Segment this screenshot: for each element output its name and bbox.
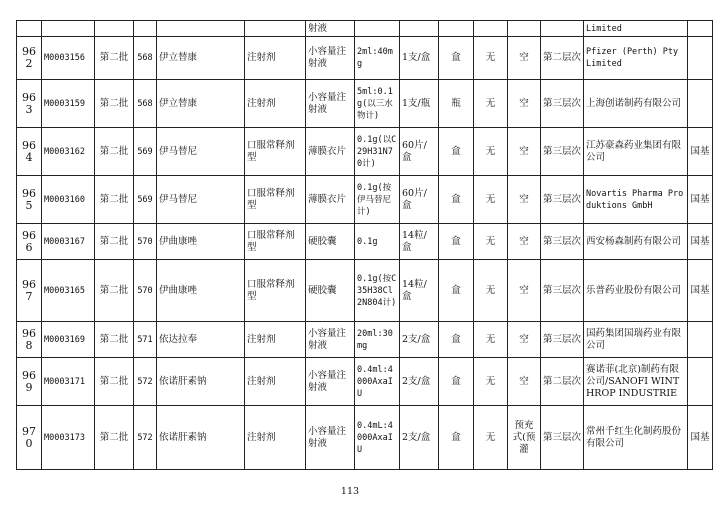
cell-manufacturer: 常州千红生化制药股份有限公司 xyxy=(584,406,688,470)
cell-dosage-type: 口服常释剂型 xyxy=(245,260,306,322)
cell-form: 小容量注射液 xyxy=(306,80,355,128)
cell-drug-name: 伊曲康唑 xyxy=(157,260,245,322)
cell-batch: 第二批 xyxy=(95,322,134,358)
cell-unit: 盒 xyxy=(439,358,474,406)
cell-batch: 第二批 xyxy=(95,260,134,322)
cell-batch: 第二批 xyxy=(95,358,134,406)
table-row xyxy=(17,358,713,406)
cell-no: 967 xyxy=(17,260,42,322)
cell-seq: 572 xyxy=(134,406,157,470)
cell-form: 射液 xyxy=(306,21,355,37)
cell-note: 空 xyxy=(508,37,541,80)
cell-package: 14粒/盒 xyxy=(400,260,439,322)
cell-note: 空 xyxy=(508,224,541,260)
cell-reference: 无 xyxy=(474,322,508,358)
cell-code: M0003165 xyxy=(42,260,95,322)
cell-form: 小容量注射液 xyxy=(306,406,355,470)
cell-manufacturer: 国药集团国瑞药业有限公司 xyxy=(584,322,688,358)
cell-level: 第三层次 xyxy=(541,406,584,470)
cell-spec: 5ml:0.1g(以三水物计) xyxy=(355,80,400,128)
cell-dosage-type: 注射剂 xyxy=(245,37,306,80)
cell-reference: 无 xyxy=(474,406,508,470)
cell-unit: 盒 xyxy=(439,224,474,260)
cell-drug-name: 伊立替康 xyxy=(157,37,245,80)
cell-code: M0003173 xyxy=(42,406,95,470)
cell-note: 空 xyxy=(508,176,541,224)
cell-no: 964 xyxy=(17,128,42,176)
cell-unit: 盒 xyxy=(439,176,474,224)
table-row xyxy=(17,80,713,128)
cell-reference: 无 xyxy=(474,128,508,176)
cell-drug-name: 依达拉奉 xyxy=(157,322,245,358)
cell-code: M0003169 xyxy=(42,322,95,358)
cell-no: 963 xyxy=(17,80,42,128)
cell-unit: 盒 xyxy=(439,322,474,358)
cell-unit: 盒 xyxy=(439,406,474,470)
cell-spec: 2ml:40mg xyxy=(355,37,400,80)
cell-code: M0003156 xyxy=(42,37,95,80)
table-row xyxy=(17,128,713,176)
cell-note: 空 xyxy=(508,260,541,322)
table-row xyxy=(17,406,713,470)
cell-package: 14粒/盒 xyxy=(400,224,439,260)
cell-dosage-type: 注射剂 xyxy=(245,406,306,470)
cell-seq: 568 xyxy=(134,37,157,80)
cell-form: 小容量注射液 xyxy=(306,358,355,406)
cell-reference: 无 xyxy=(474,358,508,406)
cell-drug-name: 依诺肝素钠 xyxy=(157,406,245,470)
table-row xyxy=(17,37,713,80)
cell-remark xyxy=(688,37,713,80)
cell-level: 第三层次 xyxy=(541,260,584,322)
cell-package: 2支/盒 xyxy=(400,358,439,406)
table-row xyxy=(17,176,713,224)
cell-package: 60片/盒 xyxy=(400,176,439,224)
drug-catalog-table-container xyxy=(16,20,710,470)
cell-package: 1支/盒 xyxy=(400,37,439,80)
cell-remark: 国基 xyxy=(688,224,713,260)
cell-spec: 0.1g xyxy=(355,224,400,260)
cell-package: 2支/盒 xyxy=(400,406,439,470)
cell-remark: 国基 xyxy=(688,176,713,224)
cell-level: 第三层次 xyxy=(541,128,584,176)
cell-package: 2支/盒 xyxy=(400,322,439,358)
cell-remark: 国基 xyxy=(688,260,713,322)
cell-seq: 571 xyxy=(134,322,157,358)
cell-dosage-type: 注射剂 xyxy=(245,322,306,358)
cell-drug-name: 伊马替尼 xyxy=(157,176,245,224)
cell-unit: 盒 xyxy=(439,260,474,322)
cell-note: 空 xyxy=(508,80,541,128)
cell-dosage-type: 注射剂 xyxy=(245,80,306,128)
cell-no: 970 xyxy=(17,406,42,470)
cell-reference: 无 xyxy=(474,224,508,260)
cell-level: 第三层次 xyxy=(541,176,584,224)
page-number: 113 xyxy=(340,486,360,497)
drug-catalog-table xyxy=(16,20,713,470)
cell-spec: 0.1g(以C29H31N70计) xyxy=(355,128,400,176)
cell-no: 968 xyxy=(17,322,42,358)
cell-level: 第二层次 xyxy=(541,358,584,406)
cell-note: 空 xyxy=(508,358,541,406)
cell-remark xyxy=(688,80,713,128)
cell-seq: 569 xyxy=(134,176,157,224)
cell-note: 预充式(预灌 xyxy=(508,406,541,470)
cell-remark: 国基 xyxy=(688,406,713,470)
cell-remark xyxy=(688,322,713,358)
cell-seq: 570 xyxy=(134,260,157,322)
cell-note: 空 xyxy=(508,322,541,358)
cell-form: 薄膜衣片 xyxy=(306,176,355,224)
cell-manufacturer: 乐普药业股份有限公司 xyxy=(584,260,688,322)
cell-no: 962 xyxy=(17,37,42,80)
cell-batch: 第二批 xyxy=(95,224,134,260)
cell-spec: 0.4mL:4000AxaIU xyxy=(355,406,400,470)
cell-code: M0003171 xyxy=(42,358,95,406)
table-row xyxy=(17,260,713,322)
cell-reference: 无 xyxy=(474,176,508,224)
cell-code: M0003162 xyxy=(42,128,95,176)
cell-form: 小容量注射液 xyxy=(306,322,355,358)
cell-batch: 第二批 xyxy=(95,406,134,470)
cell-batch: 第二批 xyxy=(95,128,134,176)
cell-manufacturer: Novartis Pharma Produktions GmbH xyxy=(584,176,688,224)
cell-dosage-type: 口服常释剂型 xyxy=(245,224,306,260)
cell-no: 965 xyxy=(17,176,42,224)
cell-level: 第三层次 xyxy=(541,80,584,128)
cell-seq: 570 xyxy=(134,224,157,260)
cell-spec: 0.1g(按C35H38Cl2N804计) xyxy=(355,260,400,322)
cell-form: 硬胶囊 xyxy=(306,224,355,260)
cell-level: 第三层次 xyxy=(541,322,584,358)
cell-manufacturer: Limited xyxy=(584,21,688,37)
cell-package: 60片/盒 xyxy=(400,128,439,176)
cell-package: 1支/瓶 xyxy=(400,80,439,128)
cell-dosage-type: 注射剂 xyxy=(245,358,306,406)
cell-code: M0003160 xyxy=(42,176,95,224)
cell-drug-name: 伊马替尼 xyxy=(157,128,245,176)
cell-seq: 568 xyxy=(134,80,157,128)
cell-reference: 无 xyxy=(474,260,508,322)
cell-form: 小容量注射液 xyxy=(306,37,355,80)
cell-code: M0003159 xyxy=(42,80,95,128)
cell-unit: 盒 xyxy=(439,37,474,80)
cell-no: 969 xyxy=(17,358,42,406)
cell-manufacturer: 西安杨森制药有限公司 xyxy=(584,224,688,260)
cell-no: 966 xyxy=(17,224,42,260)
cell-drug-name: 依诺肝素钠 xyxy=(157,358,245,406)
cell-manufacturer: Pfizer (Perth) Pty Limited xyxy=(584,37,688,80)
cell-spec: 0.1g(按伊马替尼计) xyxy=(355,176,400,224)
cell-manufacturer: 赛诺菲(北京)制药有限公司/SANOFI WINTHROP INDUSTRIE xyxy=(584,358,688,406)
cell-unit: 瓶 xyxy=(439,80,474,128)
cell-drug-name: 伊立替康 xyxy=(157,80,245,128)
cell-level: 第二层次 xyxy=(541,37,584,80)
cell-form: 薄膜衣片 xyxy=(306,128,355,176)
cell-manufacturer: 江苏豪森药业集团有限公司 xyxy=(584,128,688,176)
cell-seq: 572 xyxy=(134,358,157,406)
cell-spec: 20ml:30mg xyxy=(355,322,400,358)
cell-batch: 第二批 xyxy=(95,37,134,80)
cell-spec: 0.4ml:4000AxaIU xyxy=(355,358,400,406)
cell-remark: 国基 xyxy=(688,128,713,176)
cell-batch: 第二批 xyxy=(95,176,134,224)
cell-form: 硬胶囊 xyxy=(306,260,355,322)
cell-note: 空 xyxy=(508,128,541,176)
cell-level: 第三层次 xyxy=(541,224,584,260)
table-row-continued xyxy=(17,21,713,37)
cell-reference: 无 xyxy=(474,80,508,128)
table-row xyxy=(17,322,713,358)
table-row xyxy=(17,224,713,260)
cell-dosage-type: 口服常释剂型 xyxy=(245,128,306,176)
table-body xyxy=(17,21,713,470)
cell-drug-name: 伊曲康唑 xyxy=(157,224,245,260)
cell-remark xyxy=(688,358,713,406)
cell-dosage-type: 口服常释剂型 xyxy=(245,176,306,224)
cell-batch: 第二批 xyxy=(95,80,134,128)
cell-unit: 盒 xyxy=(439,128,474,176)
cell-manufacturer: 上海创诺制药有限公司 xyxy=(584,80,688,128)
cell-code: M0003167 xyxy=(42,224,95,260)
cell-reference: 无 xyxy=(474,37,508,80)
cell-seq: 569 xyxy=(134,128,157,176)
